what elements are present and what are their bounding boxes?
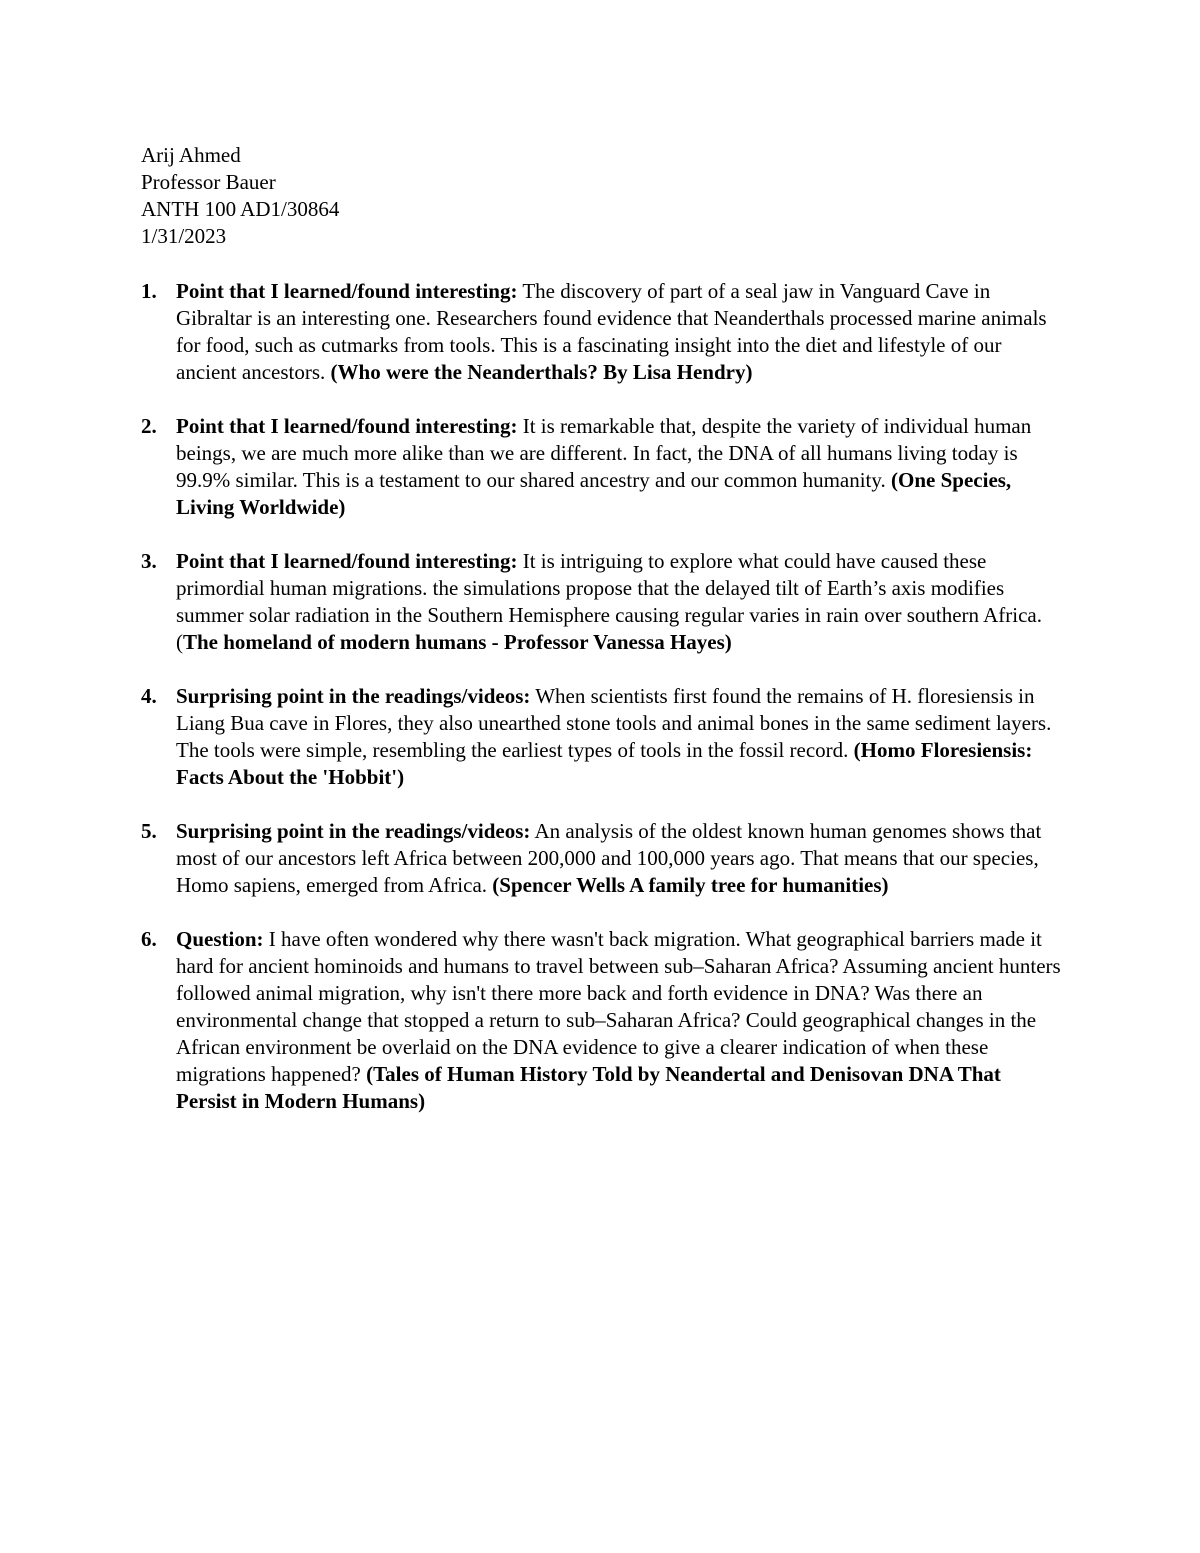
list-item-6 — [141, 926, 1061, 1115]
list-item-2 — [141, 413, 1061, 521]
item-text: The discovery of part of a seal jaw in Vanguard Cave in Gibraltar is an interesting one. Researchers found evidence that Neanderthals processed marine animals for food, such as cutmarks from tools. This is a fascinating insight into the diet and lifestyle of our ancient ancestors. — [176, 279, 1047, 384]
list-item-1 — [141, 278, 1061, 386]
item-lead: Point that I learned/found interesting: — [176, 414, 518, 438]
item-cite-prefix: ( — [176, 630, 183, 654]
response-list — [141, 278, 1061, 1142]
item-lead: Point that I learned/found interesting: — [176, 549, 518, 573]
student-name: Arij Ahmed — [141, 143, 241, 167]
date: 1/31/2023 — [141, 224, 227, 248]
course-code: ANTH 100 AD1/30864 — [141, 197, 340, 221]
item-citation: (One Species, Living Worldwide) — [176, 468, 1012, 519]
professor-name: Professor Bauer — [141, 170, 276, 194]
list-item-4 — [141, 683, 1061, 791]
item-citation: (Spencer Wells A family tree for humanities) — [492, 873, 889, 897]
item-text: It is remarkable that, despite the variety of individual human beings, we are much more alike than we are different. In fact, the DNA of all humans living today is 99.9% similar. This is a testament to our shared ancestry and our common humanity. — [176, 414, 1032, 492]
item-lead: Question: — [176, 927, 264, 951]
item-number: 3. — [141, 549, 157, 573]
item-citation: (Who were the Neanderthals? By Lisa Hendry) — [330, 360, 753, 384]
item-text: It is intriguing to explore what could have caused these primordial human migrations. the simulations propose that the delayed tilt of Earth’s axis modifies summer solar radiation in the Southern Hemisphere causing regular varies in rain over southern Africa. — [176, 549, 1042, 627]
header-block — [141, 142, 339, 250]
item-number: 1. — [141, 279, 157, 303]
item-citation: (Homo Floresiensis: Facts About the 'Hobbit') — [176, 738, 1033, 789]
item-text: An analysis of the oldest known human genomes shows that most of our ancestors left Africa between 200,000 and 100,000 years ago. That means that our species, Homo sapiens, emerged from Africa. — [176, 819, 1042, 897]
item-text: I have often wondered why there wasn't back migration. What geographical barriers made it hard for ancient hominoids and humans to travel between sub–Saharan Africa? Assuming ancient hunters followed animal migration, why isn't there more back and forth evidence in DNA? Was there an environmental change that stopped a return to sub–Saharan Africa? Could geographical changes in the African environment be overlaid on the DNA evidence to give a clearer indication of when these migrations happened? — [176, 927, 1061, 1086]
item-text: When scientists first found the remains of H. floresiensis in Liang Bua cave in Flores, they also unearthed stone tools and animal bones in the same sediment layers. The tools were simple, resembling the earliest types of tools in the fossil record. — [176, 684, 1052, 762]
item-lead: Surprising point in the readings/videos: — [176, 819, 531, 843]
item-number: 6. — [141, 927, 157, 951]
list-item-5 — [141, 818, 1061, 899]
item-lead: Surprising point in the readings/videos: — [176, 684, 531, 708]
item-citation: The homeland of modern humans - Professor Vanessa Hayes) — [183, 630, 732, 654]
list-item-3 — [141, 548, 1061, 656]
item-citation: (Tales of Human History Told by Neandertal and Denisovan DNA That Persist in Modern Humans) — [176, 1062, 1001, 1113]
item-number: 4. — [141, 684, 157, 708]
item-number: 2. — [141, 414, 157, 438]
item-number: 5. — [141, 819, 157, 843]
item-lead: Point that I learned/found interesting: — [176, 279, 518, 303]
